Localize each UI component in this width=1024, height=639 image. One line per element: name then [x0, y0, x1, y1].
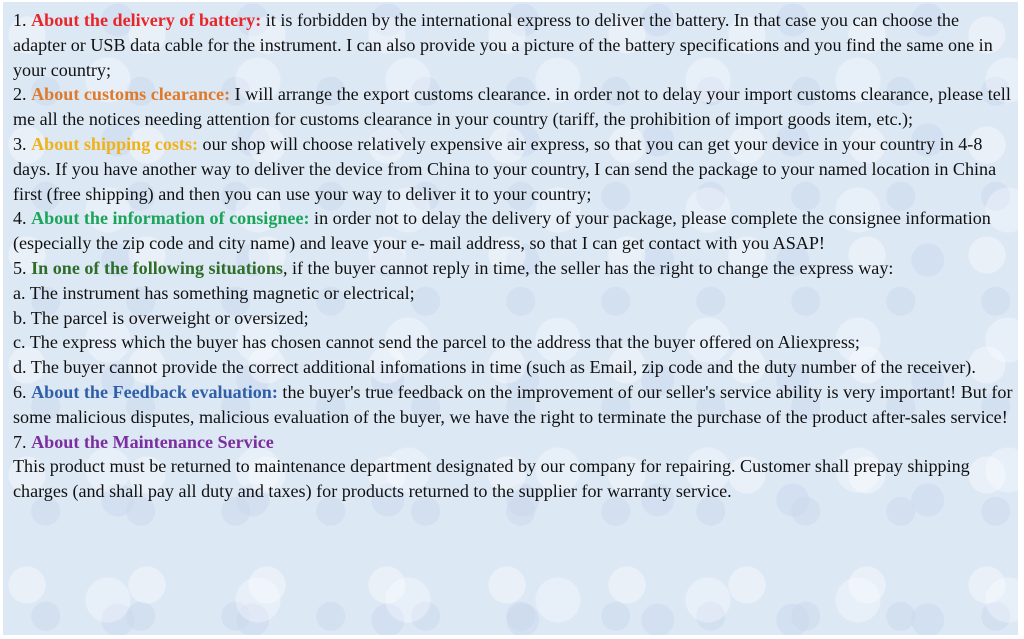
item-heading-customs: About customs clearance:	[31, 84, 231, 105]
item-text: it is forbidden by the international express to deliver the battery. In that case you can choose the adapter or USB data cable for the instrument. I can also provide you a picture of the battery specifications and you find the same one in your country;	[13, 10, 993, 80]
item-number: 3.	[13, 133, 32, 154]
item-number: 6.	[13, 381, 32, 402]
situation-d: d. The buyer cannot provide the correct additional infomations in time (such as Email, zip code and the duty number of the receiver).	[13, 357, 976, 378]
item-number: 5.	[13, 257, 32, 278]
item-heading-feedback: About the Feedback evaluation:	[31, 381, 278, 402]
notice-item-6	[13, 380, 1016, 430]
notice-item-7	[13, 430, 1016, 455]
notice-item-2	[13, 82, 1016, 132]
item-text: in order not to delay the delivery of your package, please complete the consignee information (especially the zip code and city name) and leave your e- mail address, so that I can get contact with you ASAP!	[13, 208, 991, 254]
item-number: 4.	[13, 208, 32, 229]
situation-a: a. The instrument has something magnetic or electrical;	[13, 282, 415, 303]
item-heading-battery: About the delivery of battery:	[31, 10, 262, 30]
notice-item-3	[13, 132, 1016, 206]
notice-item-4	[13, 206, 1016, 256]
item-heading-consignee: About the information of consignee:	[31, 208, 310, 229]
item-text: the buyer's true feedback on the improvement of our seller's service ability is very important! But for some malicious disputes, malicious evaluation of the buyer, we have the right to terminate the purchase of the product after-sales service!	[13, 381, 1013, 427]
item-number: 2.	[13, 84, 32, 105]
item-number: 7.	[13, 431, 32, 452]
situation-b: b. The parcel is overweight or oversized;	[13, 307, 309, 328]
notice-item-5	[13, 256, 1016, 281]
maintenance-text: This product must be returned to maintenance department designated by our company for repairing. Customer shall prepay shipping charges (and shall pay all duty and taxes) for products returned to the supplier for warranty service.	[13, 456, 970, 502]
shipping-notice-panel	[3, 2, 1018, 635]
item-heading-situations: In one of the following situations	[31, 257, 283, 278]
item-text: I will arrange the export customs clearance. in order not to delay your import customs clearance, please tell me all the notices needing attention for customs clearance in your country (tariff, the prohibition of import goods item, etc.);	[13, 84, 1011, 130]
notice-item-1	[13, 8, 1016, 82]
item-text: our shop will choose relatively expensive air express, so that you can get your device in your country in 4-8 days. If you have another way to deliver the device from China to your country, I can send the package to your named location in China first (free shipping) and then you can use your way to deliver it to your country;	[13, 133, 997, 204]
item-heading-shipping-costs: About shipping costs:	[31, 133, 199, 154]
item-number: 1.	[13, 10, 32, 30]
item-heading-maintenance: About the Maintenance Service	[31, 431, 274, 452]
situation-c: c. The express which the buyer has chosen cannot send the parcel to the address that the buyer offered on Aliexpress;	[13, 332, 860, 353]
item-text: , if the buyer cannot reply in time, the seller has the right to change the express way:	[282, 257, 894, 278]
